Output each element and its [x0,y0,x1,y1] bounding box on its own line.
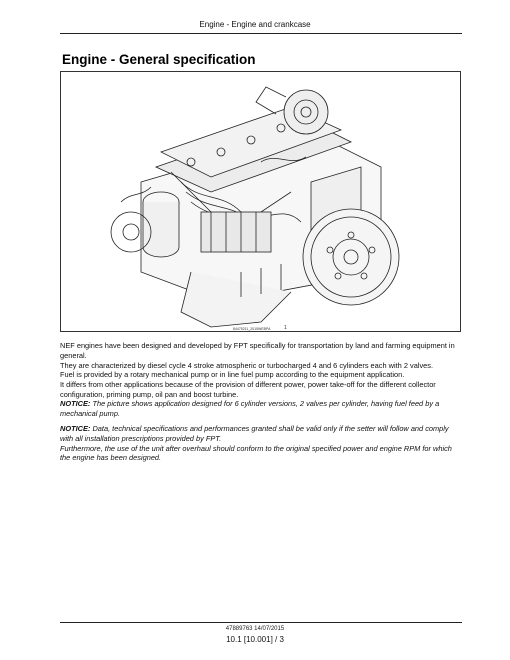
header-divider [60,33,462,34]
paragraph: It differs from other applications because of the provision of different power, power take-off for the different collector configuration, priming pump, oil pan and boost turbine. [60,380,436,399]
paragraph: NEF engines have been designed and developed by FPT specifically for transportation by land and farming equipment in general. [60,341,455,360]
figure-number: 1 [284,325,287,331]
engine-illustration-icon [61,72,462,333]
footer-divider [60,622,462,623]
paragraph: They are characterized by diesel cycle 4 stroke atmospheric or turbocharged 4 and 6 cylinders each with 2 valves. [60,360,434,370]
intro-paragraphs [60,341,463,400]
page-header: Engine - Engine and crankcase [199,20,311,29]
notice-text: Furthermore, the use of the unit after overhaul should conform to the original specified power and engine RPM for which the engine has been designed. [60,443,452,463]
notice-text: Data, technical specifications and performances granted shall be valid only if the setter will follow and comply with all installation prescriptions provided by FPT. [60,424,449,443]
notice-installation [60,424,463,463]
notice-picture [60,399,463,419]
notice-label: NOTICE: [60,399,91,408]
notice-text: The picture shows application designed for 6 cylinder versions, 2 valves per cylinder, having fuel feed by a mechanical pump. [60,399,440,418]
footer-page-number: 10.1 [10.001] / 3 [226,635,284,644]
figure-code: 84475211_2015WEBPA [233,327,271,331]
notice-label: NOTICE: [60,424,91,433]
paragraph: Fuel is provided by a rotary mechanical pump or in line fuel pump according to the equipment application. [60,370,405,380]
figure-frame [60,71,461,332]
page-title: Engine - General specification [62,52,256,67]
footer-doc-code: 47889763 14/07/2015 [225,626,285,632]
